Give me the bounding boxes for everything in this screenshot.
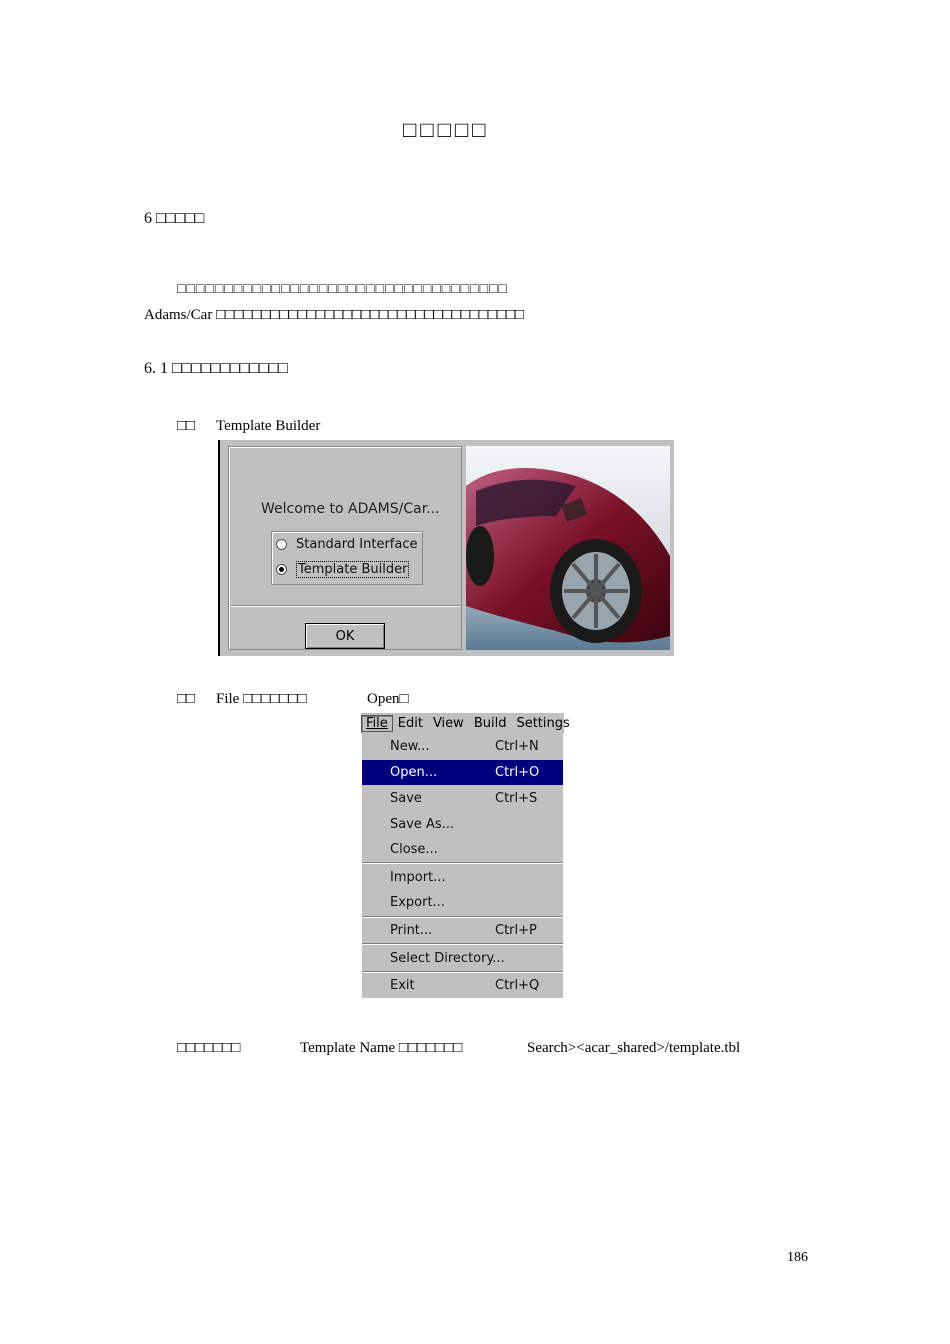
menu-item-open-label: Open... bbox=[390, 765, 438, 780]
welcome-text: Welcome to ADAMS/Car... bbox=[261, 501, 440, 517]
menu-build[interactable]: Build bbox=[473, 716, 507, 731]
section-heading: 6 □□□□□ bbox=[144, 210, 205, 227]
menu-settings[interactable]: Settings bbox=[516, 716, 570, 731]
menu-item-new-shortcut: Ctrl+N bbox=[495, 739, 539, 754]
menu-item-export-label: Export... bbox=[390, 895, 445, 910]
menu-edit[interactable]: Edit bbox=[397, 716, 423, 731]
interface-radio-group bbox=[271, 531, 423, 585]
dialog-divider bbox=[230, 605, 460, 607]
menu-item-new[interactable] bbox=[362, 734, 563, 759]
intro-paragraph-line-1: □□□□□□□□□□□□□□□□□□□□□□□□□□□□□□□□□□□ bbox=[177, 282, 508, 297]
step-2-text-b: Open□ bbox=[367, 691, 409, 707]
menu-view[interactable]: View bbox=[432, 716, 464, 731]
step-1-text: Template Builder bbox=[216, 418, 321, 434]
menu-item-open-shortcut: Ctrl+O bbox=[495, 765, 540, 780]
step-3-text-b: Template Name □□□□□□□ bbox=[300, 1040, 463, 1056]
menu-item-select-directory[interactable] bbox=[362, 946, 563, 971]
step-2-text-a: File □□□□□□□ bbox=[216, 691, 307, 707]
dialog-options-panel bbox=[228, 446, 462, 650]
welcome-dialog bbox=[218, 440, 674, 656]
intro-paragraph-line-2: Adams/Car □□□□□□□□□□□□□□□□□□□□□□□□□□□□□□□□□□ bbox=[144, 307, 525, 323]
menu-bar bbox=[360, 712, 570, 734]
menu-item-export[interactable] bbox=[362, 890, 563, 915]
step-3-text-a: □□□□□□□ bbox=[177, 1040, 241, 1056]
menu-item-save-shortcut: Ctrl+S bbox=[495, 791, 538, 806]
menu-item-select-directory-label: Select Directory... bbox=[390, 951, 505, 966]
car-illustration-icon bbox=[466, 446, 670, 650]
menu-file[interactable] bbox=[361, 715, 393, 732]
menu-item-import[interactable] bbox=[362, 865, 563, 890]
car-image bbox=[466, 446, 670, 650]
menu-item-print[interactable] bbox=[362, 918, 563, 943]
menu-item-close[interactable] bbox=[362, 837, 563, 862]
menu-item-new-label: New... bbox=[390, 739, 430, 754]
menu-item-exit-label: Exit bbox=[390, 978, 415, 993]
radio-checked-icon bbox=[276, 564, 287, 575]
menu-item-close-label: Close... bbox=[390, 842, 438, 857]
menu-item-print-shortcut: Ctrl+P bbox=[495, 923, 537, 938]
menu-item-exit[interactable] bbox=[362, 973, 563, 998]
menu-item-save-as[interactable] bbox=[362, 812, 563, 837]
menu-separator bbox=[362, 943, 563, 945]
menu-item-import-label: Import... bbox=[390, 870, 446, 885]
menu-item-save-label: Save bbox=[390, 791, 422, 806]
radio-template-label: Template Builder bbox=[298, 562, 408, 577]
radio-standard-label: Standard Interface bbox=[296, 537, 418, 552]
radio-unchecked-icon bbox=[276, 539, 287, 550]
step-1-number: □□ bbox=[177, 418, 196, 434]
menu-separator bbox=[362, 862, 563, 864]
menu-item-exit-shortcut: Ctrl+Q bbox=[495, 978, 540, 993]
file-menu-dropdown bbox=[362, 734, 563, 998]
menu-item-print-label: Print... bbox=[390, 923, 433, 938]
menu-file-label: File bbox=[366, 716, 388, 731]
subsection-heading: 6. 1 □□□□□□□□□□□□ bbox=[144, 360, 288, 377]
page-title: □□□□□ bbox=[403, 117, 490, 142]
menu-item-save-as-label: Save As... bbox=[390, 817, 455, 832]
step-3-text-c: Search><acar_shared>/template.tbl bbox=[527, 1040, 741, 1056]
menu-item-open[interactable] bbox=[362, 760, 563, 785]
menu-item-save[interactable] bbox=[362, 786, 563, 811]
radio-standard-interface[interactable] bbox=[276, 537, 417, 552]
step-2-number: □□ bbox=[177, 691, 196, 707]
page-number: 186 bbox=[787, 1250, 808, 1265]
ok-button[interactable]: OK bbox=[305, 623, 385, 649]
radio-template-builder[interactable] bbox=[276, 561, 409, 578]
